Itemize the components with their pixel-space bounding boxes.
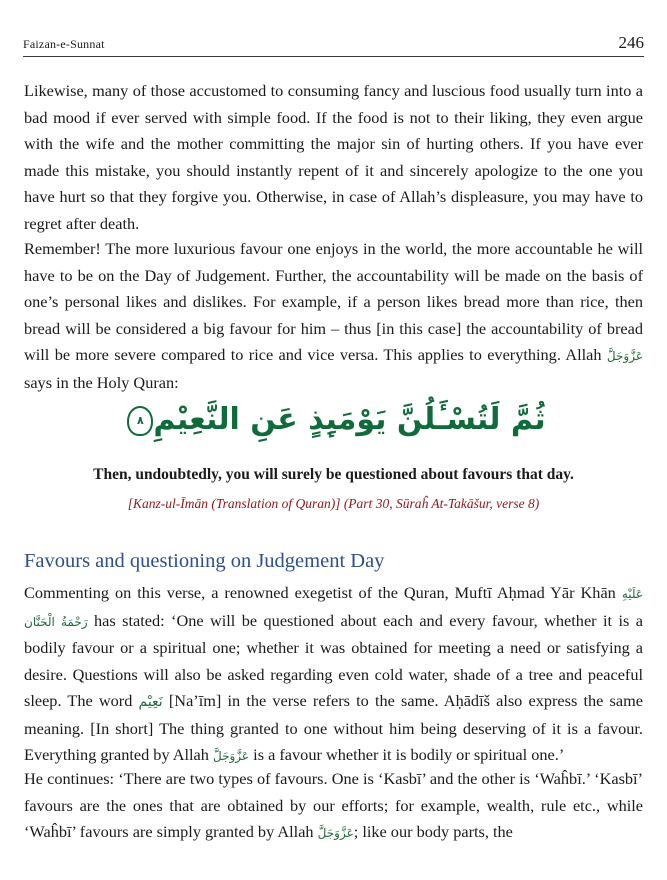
paragraph-3: [24, 580, 643, 770]
verse-translation: Then, undoubtedly, you will surely be questioned about favours that day.: [93, 466, 574, 483]
paragraph-3-text-a: Commenting on this verse, a renowned exegetist of the Quran, Muftī Aḥmad Yār Khān: [24, 583, 622, 602]
paragraph-3-text-d: is a favour whether it is bodily or spiritual one.’: [249, 745, 565, 764]
paragraph-4: [24, 766, 643, 847]
header-divider: [23, 56, 644, 57]
azza-wa-jalla-honorific: عَزَّوَجَلَّ: [317, 826, 354, 840]
alayhi-rahmah-honorific: عَلَيْهِ رَحْمَةُ الْحَنَّان: [24, 587, 643, 629]
verse-reference: [Kanz-ul-Īmān (Translation of Quran)] (Part 30, Sūraĥ At-Takāšur, verse 8): [127, 496, 540, 511]
verse-number-badge: ٨: [127, 406, 153, 436]
paragraph-3-text-b: has stated: ‘One will be questioned about each and every favour, whether it is a bodily favour or a spiritual one; whether it was obtained for meeting a need or satisfying a desire. Questions will also be asked regarding even cold water, shade of a tree and peaceful sleep. The word: [24, 610, 643, 710]
paragraph-1: Likewise, many of those accustomed to consuming fancy and luscious food usually turn into a bad mood if ever served with simple food. If the food is not to their liking, they even argue with the wife and the mother committing the major sin of hurting others. If you have ever made this mistake, you should instantly repent of it and sincerely apologize to the one you have hurt so that they forgive you. Otherwise, in case of Allah’s displeasure, you may have to regret after death.: [24, 81, 643, 233]
paragraph-3-text-c: [Na’īm] in the verse refers to the same. Aḥādīš also express the same meaning. [In short] The thing granted to one without him being deserving of it is a favour. Everything granted by Allah: [24, 691, 644, 764]
quran-verse: [0, 402, 667, 437]
paragraph-4-text-b: ; like our body parts, the: [353, 822, 513, 841]
paragraph-2-text-b: says in the Holy Quran:: [24, 372, 179, 392]
azza-wa-jalla-honorific: عَزَّوَجَلَّ: [213, 749, 250, 763]
section-heading: Favours and questioning on Judgement Day: [24, 550, 385, 572]
paragraph-2: [24, 236, 643, 396]
verse-arabic-text: ثُمَّ لَتُسْـَٔلُنَّ يَوْمَىِٕذٍ عَنِ النَّعِيْمِ: [153, 402, 546, 437]
azza-wa-jalla-honorific: عَزَّوَجَلَّ: [606, 349, 644, 363]
book-title: Faizan-e-Sunnat: [23, 37, 105, 51]
paragraph-2-text-a: Remember! The more luxurious favour one enjoys in the world, the more accountable he will have to be on the Day of Judgement. Further, the accountability will be made on the basis of one’s personal likes and dislikes. For example, if a person likes bread more than rice, then bread will be considered a big favour for him – thus [in this case] the accountability of bread will be more severe compared to rice and vice versa. This applies to everything. Allah: [24, 239, 643, 364]
page-header: [23, 30, 644, 60]
paragraph-4-text-a: He continues: ‘There are two types of favours. One is ‘Kasbī’ and the other is ‘Waĥbī.’ ‘Kasbī’ favours are the ones that are obtained by our efforts; for example, wealth, rule etc., while ‘Waĥbī’ favours are simply granted by Allah: [24, 769, 643, 841]
page-number: 246: [618, 33, 644, 52]
naeem-arabic-word: نَعِیْم: [138, 694, 163, 710]
